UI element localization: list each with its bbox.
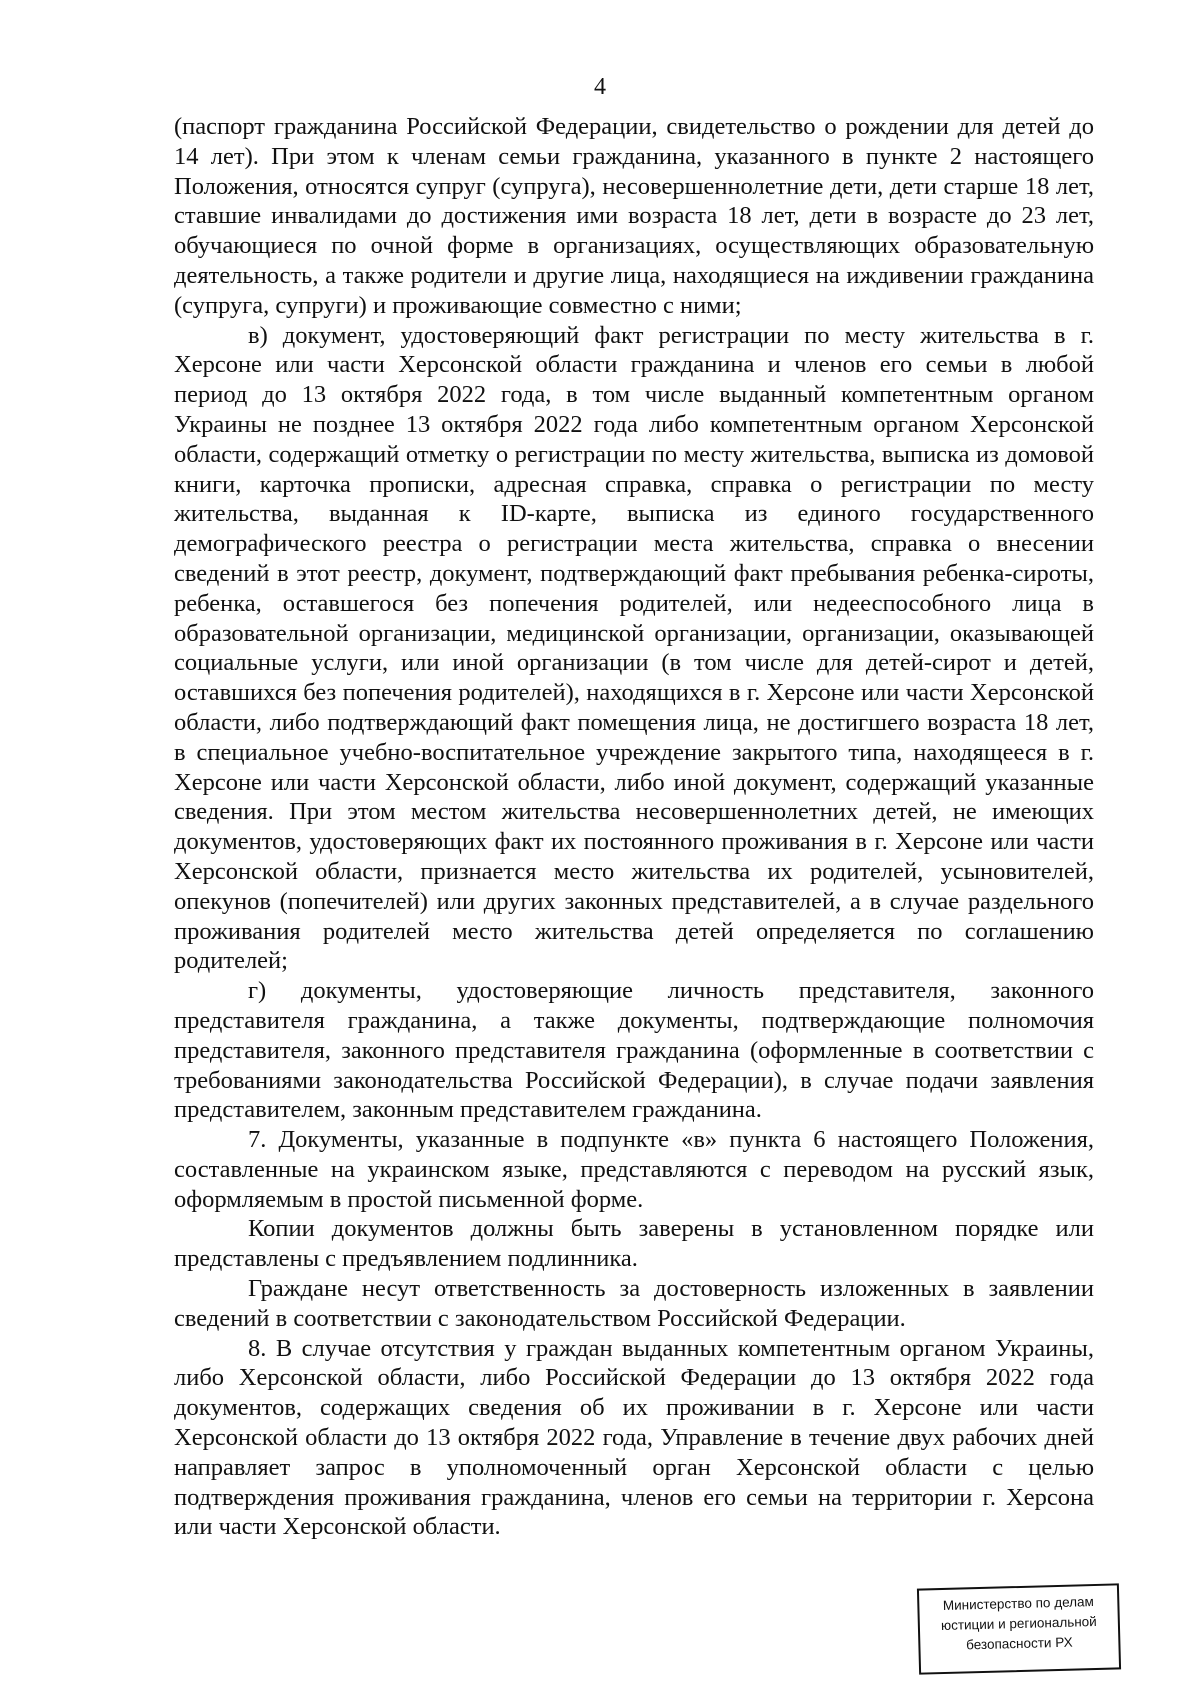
stamp-line: безопасности РХ (965, 1634, 1073, 1653)
paragraph-copies-certification: Копии документов должны быть заверены в установленном порядке или представлены с предъявлением подлинника. (174, 1215, 1094, 1273)
document-body (174, 112, 1094, 1542)
paragraph-section-7-translation: 7. Документы, указанные в подпункте «в» пункта 6 настоящего Положения, составленные на украинском языке, представляются с переводом на русский язык, оформляемым в простой письменной форме. (174, 1126, 1094, 1213)
paragraph-section-8-request: 8. В случае отсутствия у граждан выданных компетентным органом Украины, либо Херсонской области, либо Российской Федерации до 13 октября 2022 года документов, содержащих сведения об их проживании в г. Херсоне или части Херсонской области до 13 октября 2022 года, Управление в течение двух рабочих дней направляет запрос в уполномоченный орган Херсонской области с целью подтверждения проживания гражданина, членов его семьи на территории г. Херсона или части Херсонской области. (174, 1334, 1094, 1541)
ministry-stamp (917, 1583, 1121, 1674)
paragraph-item-g-representative: г) документы, удостоверяющие личность представителя, законного представителя гражданина, а также документы, подтверждающие полномочия представителя, законного представителя гражданина (оформленные в соответствии с требованиями законодательства Российской Федерации), в случае подачи заявления представителем, законным представителем гражданина. (174, 977, 1094, 1124)
paragraph-passport-family: (паспорт гражданина Российской Федерации, свидетельство о рождении для детей до 14 лет). При этом к членам семьи гражданина, указанного в пункте 2 настоящего Положения, относятся супруг (супруга), несовершеннолетние дети, дети старше 18 лет, ставшие инвалидами до достижения ими возраста 18 лет, дети в возрасте до 23 лет, обучающиеся по очной форме в организациях, осуществляющих образовательную деятельность, а также родители и другие лица, находящиеся на иждивении гражданина (супруга, супруги) и проживающие совместно с ними; (174, 113, 1094, 319)
paragraph-item-v-registration: в) документ, удостоверяющий факт регистрации по месту жительства в г. Херсоне или части Херсонской области гражданина и членов его семьи в любой период до 13 октября 2022 года, в том числе выданный компетентным органом Украины не позднее 13 октября 2022 года либо компетентным органом Херсонской области, содержащий отметку о регистрации по месту жительства, выписка из домовой книги, карточка прописки, адресная справка, справка о регистрации по месту жительства, выданная к ID-карте, выписка из единого государственного демографического реестра о регистрации места жительства, справка о внесении сведений в этот реестр, документ, подтверждающий факт пребывания ребенка-сироты, ребенка, оставшегося без попечения родителей, или недееспособного лица в образовательной организации, медицинской организации, организации, оказывающей социальные услуги, или иной организации (в том числе для детей-сирот и детей, оставшихся без попечения родителей), находящихся в г. Херсоне или части Херсонской области, либо подтверждающий факт помещения лица, не достигшего возраста 18 лет, в специальное учебно-воспитательное учреждение закрытого типа, находящееся в г. Херсоне или части Херсонской области, либо иной документ, содержащий указанные сведения. При этом местом жительства несовершеннолетних детей, не имеющих документов, удостоверяющих факт их постоянного проживания в г. Херсоне или части Херсонской области, признается место жительства их родителей, усыновителей, опекунов (попечителей) или других законных представителей, а в случае раздельного проживания родителей место жительства детей определяется по соглашению родителей; (174, 321, 1094, 975)
page-number: 4 (594, 74, 606, 100)
stamp-line: Министерство по делам (942, 1594, 1094, 1613)
stamp-line: юстиции и региональной (940, 1613, 1097, 1634)
paragraph-citizen-responsibility: Граждане несут ответственность за достоверность изложенных в заявлении сведений в соответствии с законодательством Российской Федерации. (174, 1275, 1094, 1332)
